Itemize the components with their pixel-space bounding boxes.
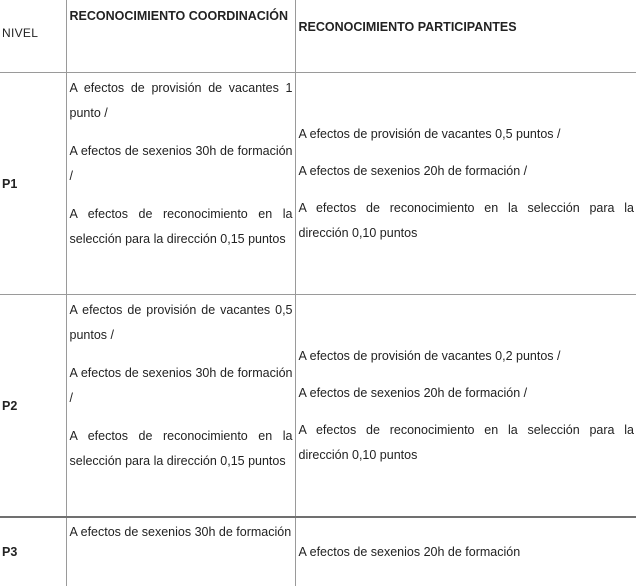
header-participantes: RECONOCIMIENTO PARTICIPANTES xyxy=(299,20,636,34)
header-cell-participantes xyxy=(295,0,636,73)
participantes-cell xyxy=(295,517,636,586)
table-row xyxy=(0,295,636,518)
table-row xyxy=(0,73,636,295)
coordinacion-item: A efectos de sexenios 30h de formación xyxy=(70,520,293,545)
coordinacion-cell xyxy=(66,295,295,518)
participantes-item: A efectos de provisión de vacantes 0,2 puntos / xyxy=(299,344,635,369)
level-cell xyxy=(0,295,66,518)
header-nivel: NIVEL xyxy=(2,26,66,40)
coordinacion-cell xyxy=(66,73,295,295)
level-label: P1 xyxy=(2,177,17,191)
header-coordinacion: RECONOCIMIENTO COORDINACIÓN xyxy=(70,4,295,29)
participantes-item: A efectos de sexenios 20h de formación xyxy=(299,540,635,565)
coordinacion-cell xyxy=(66,517,295,586)
coordinacion-item: A efectos de sexenios 30h de formación / xyxy=(70,139,293,189)
coordinacion-item: A efectos de reconocimiento en la selección para la dirección 0,15 puntos xyxy=(70,424,293,474)
coordinacion-item: A efectos de reconocimiento en la selección para la dirección 0,15 puntos xyxy=(70,202,293,252)
header-cell-coordinacion xyxy=(66,0,295,73)
level-label: P2 xyxy=(2,399,17,413)
participantes-cell xyxy=(295,73,636,295)
coordinacion-item: A efectos de provisión de vacantes 0,5 puntos / xyxy=(70,298,293,348)
participantes-item: A efectos de reconocimiento en la selección para la dirección 0,10 puntos xyxy=(299,196,635,246)
participantes-item: A efectos de reconocimiento en la selección para la dirección 0,10 puntos xyxy=(299,418,635,468)
level-cell xyxy=(0,73,66,295)
participantes-cell xyxy=(295,295,636,518)
coordinacion-item: A efectos de provisión de vacantes 1 punto / xyxy=(70,76,293,126)
header-cell-nivel xyxy=(0,0,66,73)
table-header-row xyxy=(0,0,636,73)
participantes-item: A efectos de sexenios 20h de formación / xyxy=(299,381,635,406)
coordinacion-item: A efectos de sexenios 30h de formación / xyxy=(70,361,293,411)
participantes-item: A efectos de provisión de vacantes 0,5 puntos / xyxy=(299,122,635,147)
level-cell xyxy=(0,517,66,586)
participantes-item: A efectos de sexenios 20h de formación / xyxy=(299,159,635,184)
level-label: P3 xyxy=(2,545,17,559)
table-row xyxy=(0,517,636,586)
